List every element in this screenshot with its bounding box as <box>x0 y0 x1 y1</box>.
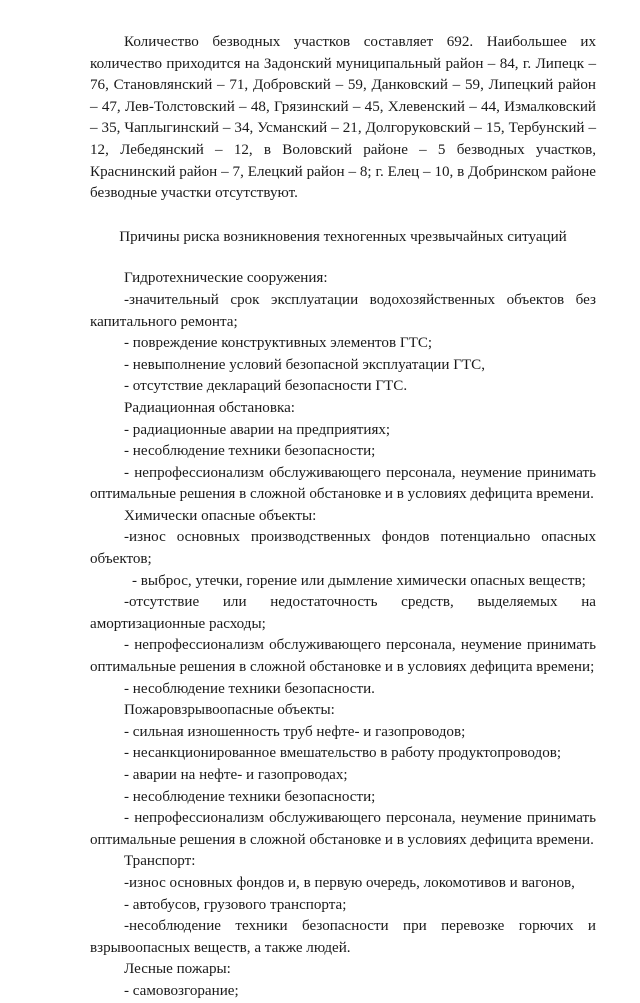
list-item: -износ основных фондов и, в первую очередь, локомотивов и вагонов, <box>124 874 575 891</box>
section-heading: Причины риска возникновения техногенных чрезвычайных ситуаций <box>119 228 567 245</box>
list-item: - аварии на нефте- и газопроводах; <box>124 767 348 783</box>
list-item: - несоблюдение техники безопасности. <box>124 680 375 697</box>
list-item: - автобусов, грузового транспорта; <box>124 896 347 913</box>
intro-paragraph: Количество безводных участков составляет 692. Наибольшее их количество приходится на Задонский муниципальный район – 84, г. Липецк – 76, Становлянский – 71, Добровский – 59, Данковский – 59, Липецкий район – 47, Лев-Толстовский – 48, Грязинский – 45, Хлевенский – 44, Измалковский – 35, Чаплыгинский – 34, Усманский – 21, Долгоруковский – 15, Тербунский – 12, Лебедянский – 12, в Воловский районе – 5 безводных участков, Краснинский район – 7, Елецкий район – 8; г. Елец – 10, в Добринском районе безводные участки отсутствуют. <box>90 34 596 202</box>
list-item: - самовозгорание; <box>124 982 239 999</box>
list-item: - повреждение конструктивных элементов ГТС; <box>124 335 433 352</box>
list-item: - непрофессионализм обслуживающего персонала, неумение принимать оптимальные решения в сложной обстановке и в условиях дефицита времени. <box>90 810 596 848</box>
list-item: - радиационные аварии на предприятиях; <box>124 421 391 438</box>
list-item: - непрофессионализм обслуживающего персонала, неумение принимать оптимальные решения в сложной обстановке и в условиях дефицита времени. <box>90 464 596 503</box>
list-item: - выброс, утечки, горение или дымление химически опасных веществ; <box>132 572 586 589</box>
list-item: - сильная изношенность труб нефте- и газопроводов; <box>124 723 466 740</box>
list-item: - отсутствие деклараций безопасности ГТС. <box>124 378 408 395</box>
list-item: -износ основных производственных фондов потенциально опасных объектов; <box>90 529 596 568</box>
list-item: - невыполнение условий безопасной эксплуатации ГТС, <box>124 356 485 373</box>
list-item: - несоблюдение техники безопасности; <box>124 443 376 460</box>
list-item: -значительный срок эксплуатации водохозяйственных объектов без капитального ремонта; <box>90 291 596 330</box>
list-item: - несоблюдение техники безопасности; <box>124 788 376 805</box>
section-title-forest-fires: Лесные пожары: <box>124 961 231 978</box>
section-title-transport: Транспорт: <box>124 853 196 870</box>
list-item: -несоблюдение техники безопасности при перевозке горючих и взрывоопасных веществ, а также людей. <box>90 918 596 956</box>
section-title-fire-explosive: Пожаровзрывоопасные объекты: <box>124 702 335 719</box>
section-title-radiation: Радиационная обстановка: <box>124 399 295 416</box>
list-item: -отсутствие или недостаточность средств, выделяемых на амортизационные расходы; <box>90 594 596 632</box>
list-item: - непрофессионализм обслуживающего персонала, неумение принимать оптимальные решения в сложной обстановке и в условиях дефицита времени; <box>90 637 596 676</box>
section-title-hydro: Гидротехнические сооружения: <box>124 270 328 287</box>
list-item: - несанкционированное вмешательство в работу продуктопроводов; <box>124 745 562 762</box>
document-body <box>90 32 596 1003</box>
section-title-chemical: Химически опасные объекты: <box>124 507 317 524</box>
